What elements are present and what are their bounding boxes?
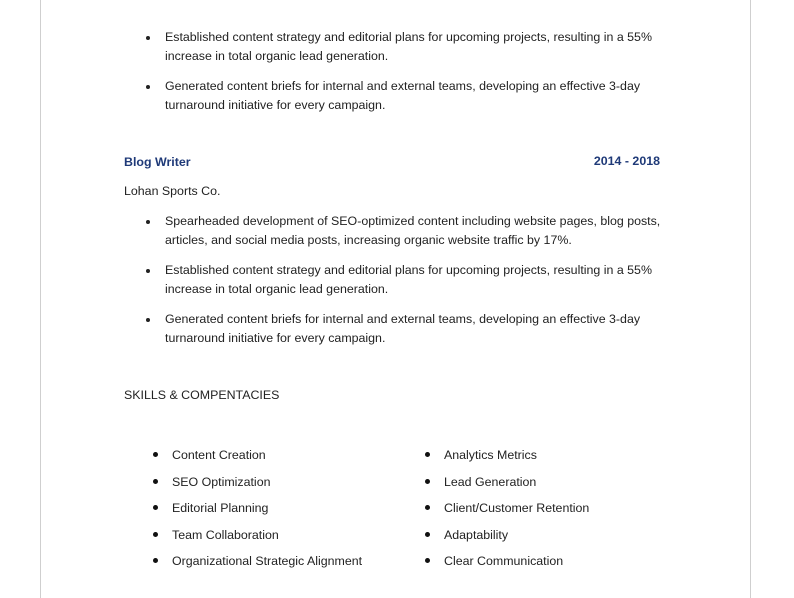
skills-list-left bbox=[172, 447, 362, 580]
company-name: Lohan Sports Co. bbox=[124, 184, 221, 198]
job-title: Blog Writer bbox=[124, 155, 191, 169]
previous-job-bullets bbox=[165, 28, 675, 126]
skill-item: Client/Customer Retention bbox=[444, 500, 589, 527]
bullet-item: Established content strategy and editorial plans for upcoming projects, resulting in a 55% increase in total organic lead generation. bbox=[165, 261, 675, 299]
bullet-item: Generated content briefs for internal and external teams, developing an effective 3-day turnaround initiative for every campaign. bbox=[165, 77, 675, 115]
skill-item: Adaptability bbox=[444, 527, 589, 554]
bullet-item: Established content strategy and editorial plans for upcoming projects, resulting in a 55% increase in total organic lead generation. bbox=[165, 28, 675, 66]
job-bullets bbox=[165, 212, 675, 359]
skill-item: Clear Communication bbox=[444, 553, 589, 580]
skill-item: Analytics Metrics bbox=[444, 447, 589, 474]
bullet-item: Spearheaded development of SEO-optimized content including website pages, blog posts, articles, and social media posts, increasing organic website traffic by 17%. bbox=[165, 212, 675, 250]
job-dates: 2014 - 2018 bbox=[593, 154, 660, 168]
skill-item: Lead Generation bbox=[444, 474, 589, 501]
skill-item: Team Collaboration bbox=[172, 527, 362, 554]
skill-item: Editorial Planning bbox=[172, 500, 362, 527]
skill-item: Content Creation bbox=[172, 447, 362, 474]
bullet-item: Generated content briefs for internal and external teams, developing an effective 3-day turnaround initiative for every campaign. bbox=[165, 310, 675, 348]
skill-item: Organizational Strategic Alignment bbox=[172, 553, 362, 580]
skills-heading: SKILLS & COMPENTACIES bbox=[124, 388, 280, 402]
skill-item: SEO Optimization bbox=[172, 474, 362, 501]
skills-list-right bbox=[444, 447, 589, 580]
